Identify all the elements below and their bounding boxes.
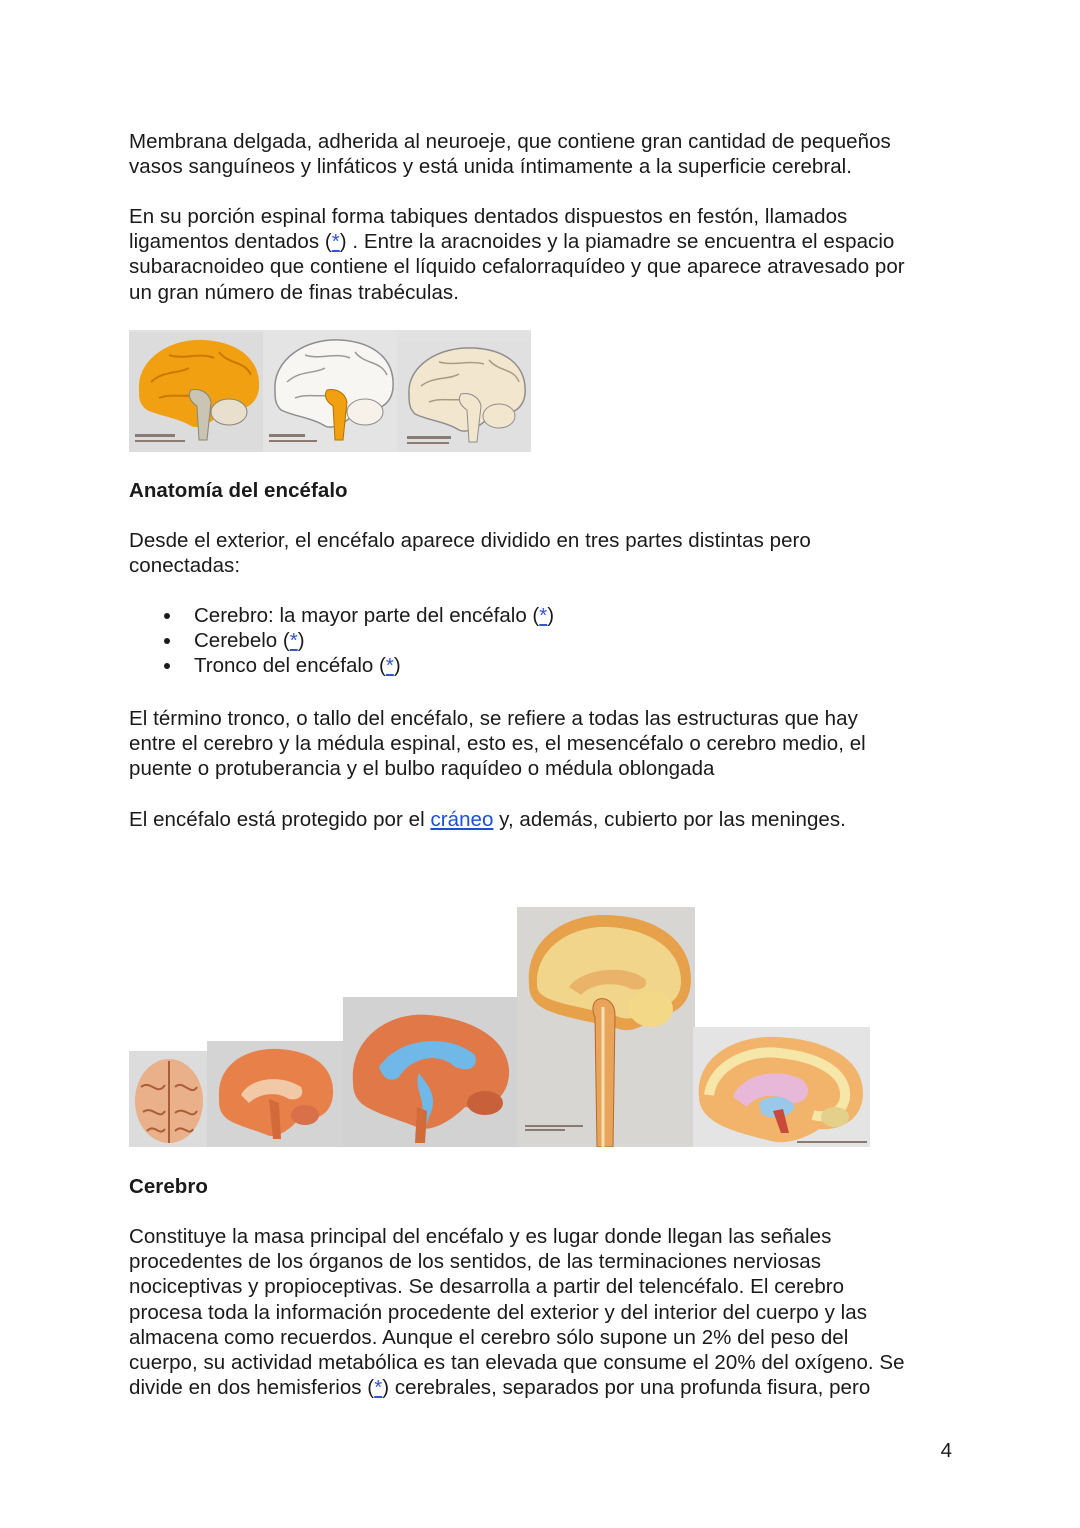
text-line: cuerpo, su actividad metabólica es tan elevada que consume el 20% del oxígeno. Se (129, 1351, 905, 1375)
text-span: ) . Entre la aracnoides y la piamadre se encuentra el espacio (339, 230, 895, 254)
section-heading-cerebro: Cerebro (129, 1175, 208, 1198)
paragraph-division (129, 528, 959, 578)
text-line: almacena como recuerdos. Aunque el cerebro sólo supone un 2% del peso del (129, 1325, 849, 1349)
bullet-icon (164, 613, 170, 619)
paragraph-ligamentos (129, 204, 959, 305)
paragraph-tronco (129, 706, 959, 782)
text-line: subaracnoideo que contiene el líquido cefalorraquídeo y que aparece atravesado por (129, 255, 905, 279)
paragraph-craneo (129, 807, 959, 832)
brain-collage-figure (129, 907, 870, 1147)
text-span: divide en dos hemisferios ( (129, 1376, 375, 1400)
text-span: El encéfalo está protegido por el (129, 808, 431, 831)
text-span: ) (393, 654, 401, 678)
text-span: y, además, cubierto por las meninges. (493, 808, 846, 831)
text-line: Desde el exterior, el encéfalo aparece dividido en tres partes distintas pero (129, 529, 811, 552)
brain-diagram-orange (129, 332, 263, 452)
text-line (129, 229, 959, 254)
text-span: Cerebro: la mayor parte del encéfalo ( (194, 604, 540, 627)
brain-top-view (135, 1059, 203, 1143)
reference-link[interactable]: * (385, 654, 394, 678)
text-span: Tronco del encéfalo ( (194, 654, 386, 678)
text-span: ligamentos dentados ( (129, 230, 332, 254)
list-item (129, 628, 554, 653)
encefalo-parts-list (129, 603, 554, 679)
text-line: procedentes de los órganos de los sentidos, de las terminaciones nerviosas (129, 1250, 821, 1274)
text-line: En su porción espinal forma tabiques dentados dispuestos en festón, llamados (129, 205, 848, 228)
text-span: Cerebelo ( (194, 629, 290, 653)
text-line: Constituye la masa principal del encéfalo y es lugar donde llegan las señales (129, 1225, 832, 1248)
reference-link[interactable]: * (374, 1376, 383, 1400)
text-span: ) (297, 629, 305, 653)
page-number: 4 (940, 1439, 952, 1462)
text-line: entre el cerebro y la médula espinal, esto es, el mesencéfalo o cerebro medio, el (129, 732, 866, 756)
text-line: un gran número de finas trabéculas. (129, 280, 459, 304)
reference-link[interactable]: * (331, 230, 340, 254)
paragraph-cerebro (129, 1224, 959, 1400)
reference-link[interactable]: * (539, 604, 548, 627)
paragraph-piamadre (129, 129, 959, 179)
text-line: conectadas: (129, 554, 241, 578)
text-line: nociceptivas y propioceptivas. Se desarrolla a partir del telencéfalo. El cerebro (129, 1275, 845, 1299)
craneo-link[interactable]: cráneo (430, 808, 494, 831)
meninges-figure (129, 330, 531, 452)
text-span: ) (547, 604, 555, 627)
text-line: El término tronco, o tallo del encéfalo, se refiere a todas las estructuras que hay (129, 707, 858, 730)
brain-diagram-cream (397, 342, 531, 452)
text-line (129, 1375, 959, 1400)
text-line: vasos sanguíneos y linfáticos y está unida íntimamente a la superficie cerebral. (129, 155, 853, 179)
text-span: ) cerebrales, separados por una profunda fisura, pero (382, 1376, 871, 1400)
text-line: procesa toda la información procedente del exterior y del interior del cuerpo y las (129, 1300, 867, 1324)
brain-diagram-white (263, 330, 397, 452)
list-item (129, 603, 554, 628)
bullet-icon (164, 638, 170, 644)
list-item (129, 653, 554, 678)
text-line: Membrana delgada, adherida al neuroeje, que contiene gran cantidad de pequeños (129, 130, 891, 153)
section-heading-anatomia: Anatomía del encéfalo (129, 479, 348, 502)
bullet-icon (164, 663, 170, 669)
text-line: puente o protuberancia y el bulbo raquídeo o médula oblongada (129, 757, 715, 781)
reference-link[interactable]: * (289, 629, 298, 653)
